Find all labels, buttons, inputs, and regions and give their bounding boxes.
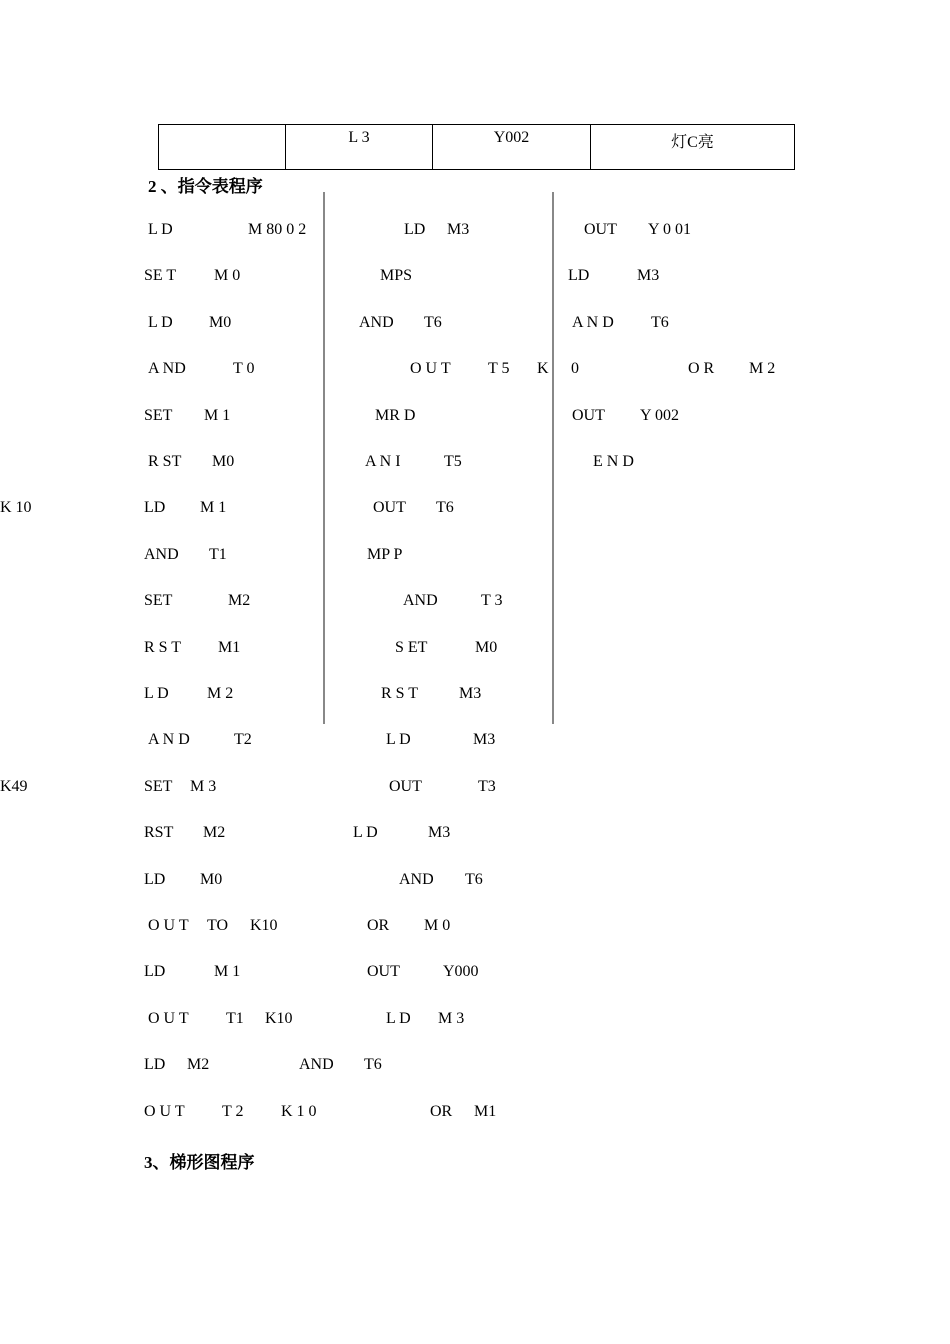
instruction-token: A N D: [572, 314, 614, 331]
table-cell: Y002: [433, 125, 591, 170]
operand-token: M3: [447, 221, 470, 238]
operand-token: Y000: [443, 963, 479, 980]
instruction-token: R S T: [381, 685, 419, 702]
instruction-token: OUT: [367, 963, 400, 980]
operand-token: K10: [250, 917, 278, 934]
instruction-token: LD: [144, 871, 166, 888]
operand-token: M0: [200, 871, 223, 888]
operand-token: Y 0 01: [648, 221, 691, 238]
section-heading-ladder-diagram: 3、梯形图程序: [144, 1153, 255, 1172]
operand-token: M 1: [200, 499, 227, 516]
instruction-token: SET: [144, 407, 173, 424]
operand-token: T6: [651, 314, 669, 331]
operand-token: M 0: [214, 267, 241, 284]
operand-token: K: [537, 360, 549, 377]
instruction-token: A ND: [148, 360, 186, 377]
instruction-token: O U T: [148, 1010, 189, 1027]
operand-token: T6: [465, 871, 483, 888]
instruction-token: L D: [353, 824, 378, 841]
instruction-token: OUT: [389, 778, 422, 795]
table-row: [159, 125, 795, 170]
operand-token: M1: [474, 1103, 497, 1120]
instruction-token: RST: [144, 824, 174, 841]
instruction-token: E N D: [593, 453, 634, 470]
operand-token: T3: [478, 778, 496, 795]
instruction-token: LD: [568, 267, 590, 284]
instruction-token: O U T: [148, 917, 189, 934]
table-cell: L 3: [286, 125, 433, 170]
operand-token: T6: [436, 499, 454, 516]
instruction-token: OUT: [584, 221, 617, 238]
operand-token: M 2: [749, 360, 776, 377]
instruction-token: SET: [144, 778, 173, 795]
instruction-token: L D: [144, 685, 169, 702]
operand-token: T6: [364, 1056, 382, 1073]
operand-token: T 0: [233, 360, 255, 377]
operand-token: M 3: [438, 1010, 465, 1027]
instruction-token: L D: [148, 314, 173, 331]
operand-token: M0: [475, 639, 498, 656]
instruction-token: AND: [399, 871, 434, 888]
operand-token: T 2: [222, 1103, 244, 1120]
instruction-token: L D: [386, 731, 411, 748]
operand-token: O R: [688, 360, 715, 377]
operand-token: M0: [209, 314, 232, 331]
instruction-token: AND: [403, 592, 438, 609]
instruction-token: AND: [299, 1056, 334, 1073]
io-assignment-table: [158, 124, 795, 170]
instruction-token: R ST: [148, 453, 182, 470]
operand-token: TO: [207, 917, 229, 934]
operand-token: T 3: [481, 592, 503, 609]
table-cell: 灯C亮: [591, 125, 795, 170]
operand-token: T2: [234, 731, 252, 748]
instruction-token: LD: [144, 499, 166, 516]
table-cell: [159, 125, 286, 170]
instruction-token: LD: [404, 221, 426, 238]
operand-token: M3: [459, 685, 482, 702]
instruction-token: R S T: [144, 639, 182, 656]
operand-token: T 5: [488, 360, 510, 377]
operand-token: M 1: [214, 963, 241, 980]
instruction-token: AND: [144, 546, 179, 563]
operand-token: M1: [218, 639, 241, 656]
operand-token: M3: [637, 267, 660, 284]
operand-token: M0: [212, 453, 235, 470]
instruction-token: OUT: [373, 499, 406, 516]
instruction-token: AND: [359, 314, 394, 331]
instruction-token: MPS: [380, 267, 413, 284]
operand-token: M3: [428, 824, 451, 841]
instruction-token: O U T: [144, 1103, 185, 1120]
instruction-token: SE T: [144, 267, 177, 284]
operand-token: K10: [265, 1010, 293, 1027]
operand-token: M 80 0 2: [248, 221, 307, 238]
operand-token: T6: [424, 314, 442, 331]
operand-token: M 0: [424, 917, 451, 934]
operand-token: M3: [473, 731, 496, 748]
operand-token: M2: [203, 824, 226, 841]
operand-token: M 2: [207, 685, 234, 702]
instruction-token: LD: [144, 1056, 166, 1073]
operand-token: Y 002: [640, 407, 679, 424]
instruction-token: OUT: [572, 407, 605, 424]
operand-token: M 1: [204, 407, 231, 424]
operand-token: T5: [444, 453, 462, 470]
operand-token: T1: [209, 546, 227, 563]
operand-token: K 1 0: [281, 1103, 317, 1120]
column-divider: [323, 192, 325, 724]
instruction-token: S ET: [395, 639, 428, 656]
instruction-token: 0: [571, 360, 579, 377]
section-heading-instruction-list: 2 、指令表程序: [148, 177, 263, 196]
instruction-token: L D: [386, 1010, 411, 1027]
operand-token: M2: [187, 1056, 210, 1073]
column-divider: [552, 192, 554, 724]
instruction-token: OR: [430, 1103, 453, 1120]
instruction-token: LD: [144, 963, 166, 980]
instruction-token: OR: [367, 917, 390, 934]
operand-token: M2: [228, 592, 251, 609]
instruction-token: MP P: [367, 546, 403, 563]
instruction-token: SET: [144, 592, 173, 609]
operand-token: K49: [0, 778, 28, 795]
operand-token: M 3: [190, 778, 217, 795]
instruction-token: A N I: [365, 453, 401, 470]
operand-token: T1: [226, 1010, 244, 1027]
instruction-token: MR D: [375, 407, 416, 424]
instruction-token: L D: [148, 221, 173, 238]
operand-token: K 10: [0, 499, 32, 516]
instruction-token: O U T: [410, 360, 451, 377]
instruction-token: A N D: [148, 731, 190, 748]
